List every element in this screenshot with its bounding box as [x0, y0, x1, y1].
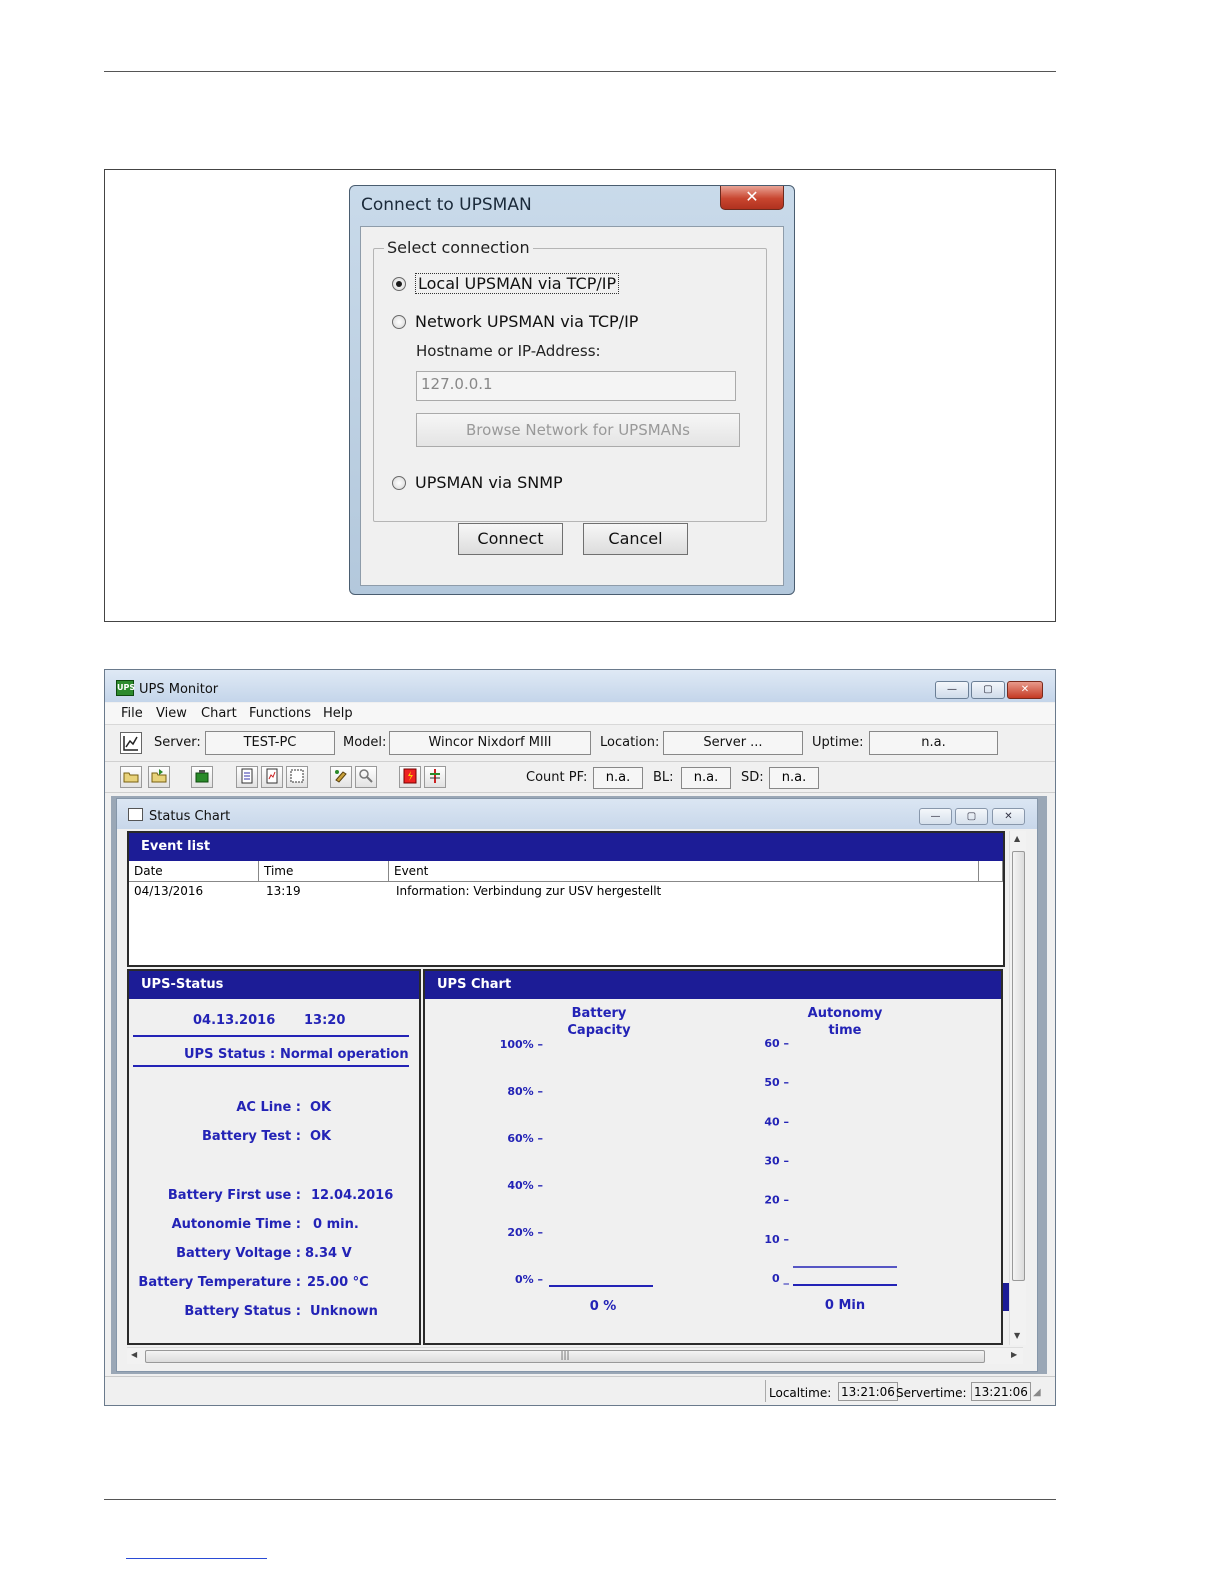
dialog-title: Connect to UPSMAN	[361, 195, 532, 215]
count-pf-label: Count PF:	[526, 770, 588, 785]
minimize-icon[interactable]: —	[935, 681, 969, 699]
hostname-input[interactable]: 127.0.0.1	[416, 371, 736, 401]
radio-label: Network UPSMAN via TCP/IP	[415, 312, 639, 331]
column-header-time[interactable]: Time	[259, 861, 389, 882]
child-titlebar	[117, 799, 1037, 829]
localtime-field: 13:21:06	[838, 1382, 898, 1401]
sd-label: SD:	[741, 770, 764, 785]
ups-chart-title: UPS Chart	[425, 971, 1001, 999]
divider	[133, 1065, 409, 1067]
battery-readout: 0 %	[589, 1299, 617, 1314]
divider	[133, 1035, 409, 1037]
ac-line-label: AC Line :	[236, 1100, 301, 1115]
ups-status-panel	[127, 969, 421, 1345]
autonomy-tick-label: 20 –	[764, 1193, 789, 1207]
ups-chart-svg	[425, 999, 1001, 1345]
battery-test-value: OK	[310, 1129, 332, 1144]
column-header-spacer	[979, 861, 1003, 882]
connect-dialog	[349, 185, 795, 595]
maximize-icon[interactable]: ▢	[955, 808, 988, 825]
horizontal-scrollbar[interactable]	[127, 1347, 1023, 1364]
battery-tick-label: 40% –	[507, 1179, 543, 1192]
connect-button[interactable]: Connect	[458, 523, 563, 555]
ups-icon[interactable]	[191, 766, 213, 788]
radio-label: UPSMAN via SNMP	[415, 473, 563, 492]
chart-report-icon[interactable]	[261, 766, 283, 788]
footer-link-underline[interactable]	[126, 1558, 267, 1559]
scroll-right-icon[interactable]: ▶	[1011, 1350, 1018, 1359]
statusbar-separator	[765, 1380, 766, 1402]
ups-status-label: UPS Status :	[184, 1047, 276, 1062]
autonomie-time-label: Autonomie Time :	[171, 1217, 301, 1232]
column-header-event[interactable]: Event	[389, 861, 979, 882]
event-list-panel	[127, 831, 1005, 967]
minimize-icon[interactable]: —	[919, 808, 952, 825]
radio-label: Local UPSMAN via TCP/IP	[415, 273, 619, 294]
snapshot-icon[interactable]	[286, 766, 308, 788]
radio-network-tcpip[interactable]	[392, 312, 638, 331]
page-top-rule	[104, 71, 1056, 72]
status-time: 13:20	[304, 1013, 346, 1028]
info-toolbar	[105, 726, 1055, 762]
battery-status-value: Unknown	[310, 1304, 378, 1319]
close-icon[interactable]: ✕	[1007, 681, 1043, 699]
scroll-down-icon[interactable]: ▼	[1014, 1331, 1021, 1340]
battery-tick-label: 20% –	[507, 1226, 543, 1239]
menu-view[interactable]: View	[156, 706, 187, 721]
battery-voltage-value: 8.34 V	[305, 1246, 352, 1261]
dialog-body	[360, 226, 784, 586]
servertime-field: 13:21:06	[971, 1382, 1031, 1401]
autonomy-tick-label: 0 _	[772, 1272, 789, 1285]
servertime-label: Servertime:	[896, 1386, 967, 1400]
autonomy-tick-label: 40 –	[764, 1115, 789, 1129]
menu-help[interactable]: Help	[323, 706, 353, 721]
menu-chart[interactable]: Chart	[201, 706, 237, 721]
battery-tick-label: 60% –	[507, 1132, 543, 1145]
location-label: Location:	[600, 735, 660, 750]
menu-functions[interactable]: Functions	[249, 706, 312, 721]
page-bottom-rule	[104, 1499, 1056, 1500]
autonomie-time-value: 0 min.	[313, 1217, 359, 1232]
autonomy-readout: 0 Min	[824, 1298, 866, 1313]
child-title: Status Chart	[149, 809, 231, 824]
report-icon[interactable]	[236, 766, 258, 788]
autonomy-tick-label: 50 –	[764, 1076, 789, 1090]
radio-local-tcpip[interactable]	[392, 273, 619, 294]
radio-unselected-icon[interactable]	[392, 476, 406, 490]
shutdown-icon[interactable]	[330, 766, 352, 788]
window-titlebar	[105, 670, 1055, 702]
chart-tool-icon[interactable]	[120, 732, 142, 754]
location-field: Server ...	[663, 731, 803, 755]
test-icon[interactable]	[355, 766, 377, 788]
autonomy-tick-label: 10 –	[764, 1232, 789, 1246]
uptime-label: Uptime:	[812, 735, 864, 750]
battery-test-label: Battery Test :	[202, 1129, 301, 1144]
vertical-scrollbar[interactable]	[1009, 831, 1026, 1345]
browse-network-button[interactable]: Browse Network for UPSMANs	[416, 413, 740, 447]
battery-title-line1: Battery	[571, 1006, 627, 1021]
sd-field: n.a.	[769, 767, 819, 789]
status-chart-icon	[128, 808, 143, 821]
battery-title-line2: Capacity	[567, 1023, 631, 1038]
open-folder-icon[interactable]	[120, 766, 142, 788]
uptime-field: n.a.	[869, 731, 998, 755]
battery-status-label: Battery Status :	[184, 1304, 301, 1319]
ups-status-value: Normal operation	[280, 1047, 409, 1062]
battery-temperature-label: Battery Temperature :	[138, 1275, 301, 1290]
ups-status-title: UPS-Status	[129, 971, 419, 999]
radio-unselected-icon[interactable]	[392, 315, 406, 329]
column-header-date[interactable]: Date	[129, 861, 259, 882]
save-folder-icon[interactable]	[148, 766, 170, 788]
close-icon[interactable]: ✕	[992, 808, 1025, 825]
menu-bar	[105, 703, 1055, 725]
mdi-workspace	[111, 796, 1047, 1374]
server-label: Server:	[154, 735, 201, 750]
radio-snmp[interactable]	[392, 473, 563, 492]
localtime-label: Localtime:	[769, 1386, 832, 1400]
autonomy-tick-label: 60 –	[764, 1037, 789, 1050]
scroll-left-icon[interactable]: ◀	[131, 1350, 138, 1359]
menu-file[interactable]: File	[121, 706, 143, 721]
horizontal-scroll-thumb[interactable]: |||	[145, 1350, 985, 1363]
model-field: Wincor Nixdorf MIII	[389, 731, 591, 755]
autonomy-tick-label: 30 –	[764, 1154, 789, 1168]
hostname-label: Hostname or IP-Address:	[416, 342, 601, 360]
server-field: TEST-PC	[205, 731, 335, 755]
ups-app-icon: UPS	[116, 680, 134, 696]
battery-tick-label: 80% –	[507, 1085, 543, 1098]
window-title: UPS Monitor	[139, 682, 219, 697]
battery-tick-label: 100% –	[499, 1038, 543, 1051]
vertical-scroll-thumb[interactable]	[1012, 851, 1025, 1281]
battery-first-use-value: 12.04.2016	[311, 1188, 394, 1203]
autonomy-title-line1: Autonomy	[807, 1006, 883, 1021]
alarm-icon[interactable]	[399, 766, 421, 788]
cancel-button[interactable]: Cancel	[583, 523, 688, 555]
ups-monitor-window	[104, 669, 1056, 1406]
battery-tick-label: 0% –	[514, 1273, 543, 1286]
ac-line-value: OK	[310, 1100, 332, 1115]
count-pf-field: n.a.	[593, 767, 643, 789]
model-label: Model:	[343, 735, 387, 750]
event-text-cell[interactable]: Information: Verbindung zur USV hergestellt	[396, 884, 662, 898]
bl-label: BL:	[653, 770, 674, 785]
maximize-icon[interactable]: ▢	[971, 681, 1005, 699]
radio-selected-icon[interactable]	[392, 277, 406, 291]
battery-first-use-label: Battery First use :	[167, 1188, 301, 1203]
settings-icon[interactable]	[424, 766, 446, 788]
group-label: Select connection	[384, 238, 533, 257]
close-icon[interactable]: ✕	[720, 186, 784, 210]
status-date: 04.13.2016	[193, 1013, 276, 1028]
resize-grip-icon[interactable]: ◢	[1033, 1387, 1041, 1398]
select-connection-group	[373, 238, 767, 522]
bl-field: n.a.	[681, 767, 731, 789]
ups-chart-panel	[423, 969, 1003, 1345]
battery-temperature-value: 25.00 °C	[307, 1275, 369, 1290]
status-bar	[105, 1376, 1055, 1404]
scroll-up-icon[interactable]: ▲	[1014, 834, 1021, 843]
event-time-cell[interactable]: 13:19	[266, 884, 301, 898]
event-date-cell[interactable]: 04/13/2016	[134, 884, 204, 898]
autonomy-title-line2: time	[828, 1023, 862, 1038]
battery-voltage-label: Battery Voltage :	[176, 1246, 301, 1261]
action-toolbar	[105, 763, 1055, 793]
status-chart-window	[116, 798, 1038, 1372]
event-list-title: Event list	[129, 833, 1003, 861]
